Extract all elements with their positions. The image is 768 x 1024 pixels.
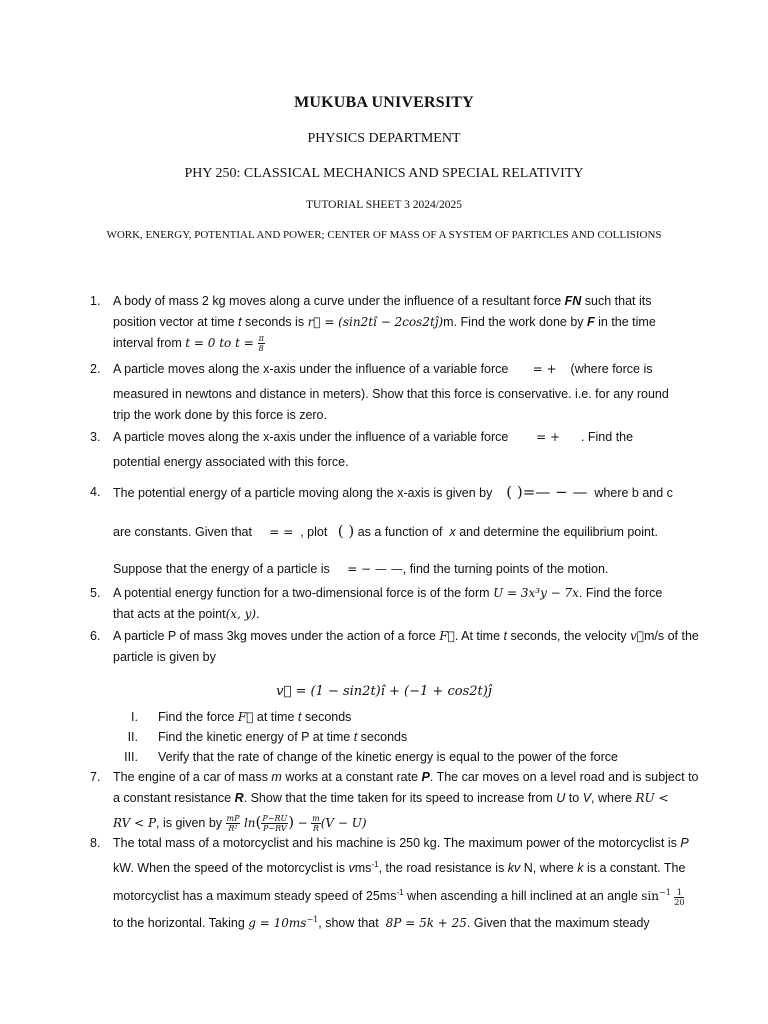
question-6: 6. A particle P of mass 3kg moves under the action of a force F⃗. At time t seconds, the velocity v⃗m/s of the particle is given by (90, 629, 699, 664)
question-3: 3. A particle moves along the x-axis under the influence of a variable force = + . Find the potential energy associated with this force. (90, 430, 634, 469)
department-title: PHYSICS DEPARTMENT (307, 131, 461, 146)
subpart-i: I. Find the force F⃗ at time t seconds (131, 710, 352, 724)
pi-over-8-fraction: $\frac{\pi}{8}$ (258, 334, 264, 354)
question-body: A body of mass 2 kg moves along a curve under the influence of a resultant force FN such that its position vector at time t seconds is r⃗ = (sin2tî − 2cos2tĵ)m. Find the work done by F in the time interval from t = 0 to t = $\frac{\pi}{8}$ (113, 294, 656, 354)
question-number: 1. (90, 294, 101, 308)
m-over-r-fraction: $\frac{m}{R}$ (312, 814, 320, 834)
course-title: PHY 250: CLASSICAL MECHANICS AND SPECIAL RELATIVITY (184, 166, 584, 181)
subpart-iii: III. Verify that the rate of change of the kinetic energy is equal to the power of the force (124, 750, 619, 764)
question-6-subparts (90, 707, 702, 767)
question-2: 2. A particle moves along the x-axis under the influence of a variable force = + (where force is measured in newtons and distance in meters). Show that this force is conservative. i.e. for any round trip the work done by this force is zero. (90, 362, 669, 422)
question-1 (90, 291, 702, 354)
velocity-equation: v⃗ = (1 − sin2t)î + (−1 + cos2t)ĵ (276, 684, 492, 699)
question-5: 5. A potential energy function for a two-dimensional force is of the form U = 3x³y − 7x. Find the force that acts at the point(x, y). (90, 586, 663, 621)
position-vector-equation: r⃗ = (sin2tî − 2cos2tĵ) (307, 315, 444, 329)
log-ratio-fraction: $\frac{P-RU}{P-RV}$ (262, 814, 288, 834)
mp-over-r2-fraction: $\frac{mP}{\text{R²}}$ (226, 814, 240, 834)
one-over-twenty-fraction: $\frac{1}{20}$ (674, 887, 685, 907)
question-7: 7. The engine of a car of mass m works at a constant rate P. The car moves on a level road and is subject to a constant resistance R. Show that the time taken for its speed to increase from U to V, where RU < RV < P, is given by $\frac{mP}{\text{R²}}$ ln( $\frac{P-RU}{P-RV}$ ) − $\frac{m}{R}$ (V − U) (90, 770, 699, 834)
topic-title: WORK, ENERGY, POTENTIAL AND POWER; CENTER OF MASS OF A SYSTEM OF PARTICLES AND COLLISIONS (106, 229, 662, 241)
university-title: MUKUBA UNIVERSITY (294, 94, 474, 111)
subpart-ii: II. Find the kinetic energy of P at time t seconds (127, 730, 408, 744)
sheet-title: TUTORIAL SHEET 3 2024/2025 (306, 199, 462, 211)
question-8: 8. The total mass of a motorcyclist and his machine is 250 kg. The maximum power of the motorcyclist is P kW. When the speed of the motorcyclist is vms$^{-1}$, the road resistance is kv N, where k is a constant. The motorcyclist has a maximum steady speed of $25ms^{-1}$ when ascending a hill inclined at an angle $\sin^{-1}$ $\frac{1}{20}$ to the horizontal. Taking $g = 10ms^{-1}$, show that 8P = 5k + 25. Given that the maximum steady (90, 836, 689, 931)
question-4: 4. The potential energy of a particle moving along the x-axis is given by ( )=— − — where b and c are constants. Given that = = , plot ( ) as a function of x and determine the equilibrium point. Suppose that the energy of a particle is = − — —, find the turning points of the motion. (90, 483, 673, 576)
